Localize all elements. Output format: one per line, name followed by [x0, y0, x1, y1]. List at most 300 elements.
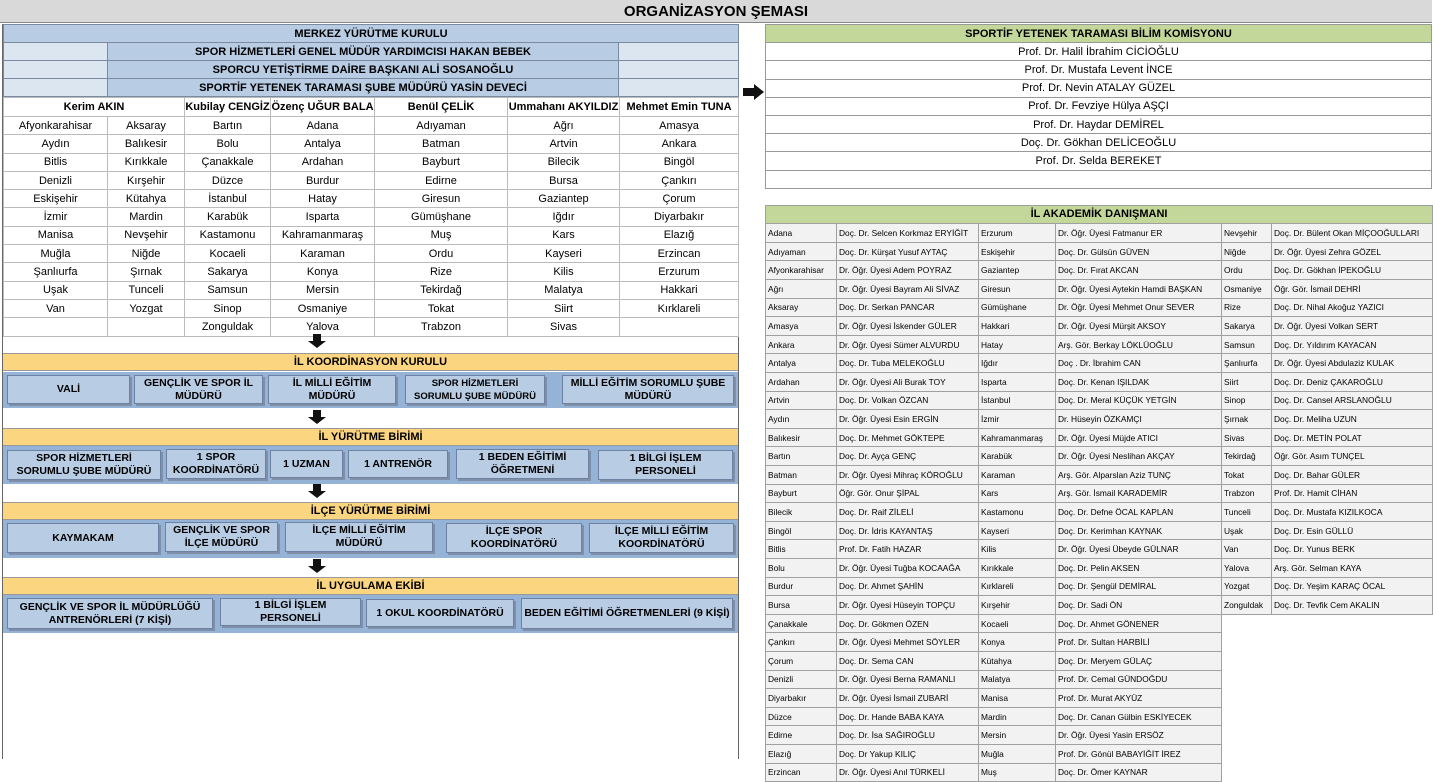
akademik-province: Kırıkkale	[979, 558, 1056, 577]
il-koordinasyon-band	[3, 372, 738, 408]
province-cell: Kilis	[508, 263, 620, 281]
akademik-advisor: Doç. Dr. Ahmet GÖNENER	[1056, 614, 1222, 633]
down-arrow-icon	[307, 484, 327, 498]
akademik-advisor: Doç. Dr. Kerimhan KAYNAK	[1056, 521, 1222, 540]
akademik-province	[1222, 689, 1272, 708]
komisyon-member: Prof. Dr. Halil İbrahim CİCİOĞLU	[766, 43, 1432, 61]
akademik-row	[766, 540, 1433, 559]
il-uygulama-box: 1 BİLGİ İŞLEM PERSONELİ	[220, 598, 361, 626]
il-yurutme-box: 1 UZMAN	[270, 450, 343, 478]
akademik-advisor: Dr. Öğr. Üyesi İsmail ZUBARİ	[837, 689, 979, 708]
akademik-row	[766, 484, 1433, 503]
akademik-province: Sivas	[1222, 428, 1272, 447]
down-arrow-icon	[307, 559, 327, 573]
akademik-province	[1222, 670, 1272, 689]
akademik-advisor: Doç. Dr. Mehmet GÖKTEPE	[837, 428, 979, 447]
komisyon-row	[766, 61, 1432, 79]
akademik-advisor: Prof. Dr. Sultan HARBİLİ	[1056, 633, 1222, 652]
coordinator-name: Kerim AKIN	[4, 98, 185, 117]
province-cell: Konya	[271, 263, 375, 281]
province-table	[3, 97, 739, 337]
akademik-advisor: Doç. Dr. Volkan ÖZCAN	[837, 391, 979, 410]
province-cell: Bingöl	[620, 153, 739, 171]
akademik-province: Mersin	[979, 726, 1056, 745]
akademik-province: Bolu	[766, 558, 837, 577]
province-row	[4, 171, 739, 189]
coordinator-name: Mehmet Emin TUNA	[620, 98, 739, 117]
akademik-province: Tunceli	[1222, 503, 1272, 522]
ilce-yurutme-box: İLÇE SPOR KOORDİNATÖRÜ	[446, 523, 582, 553]
akademik-advisor: Doç. Dr. Kenan IŞILDAK	[1056, 373, 1222, 392]
akademik-advisor: Doç. Dr. Yeşim KARAÇ ÖCAL	[1272, 577, 1433, 596]
komisyon-row	[766, 134, 1432, 152]
akademik-advisor: Doç. Dr. Ayça GENÇ	[837, 447, 979, 466]
akademik-province: Hakkari	[979, 317, 1056, 336]
akademik-advisor: Dr. Öğr. Üyesi Berna RAMANLI	[837, 670, 979, 689]
akademik-province: Samsun	[1222, 335, 1272, 354]
akademik-province: Nevşehir	[1222, 224, 1272, 243]
akademik-row	[766, 224, 1433, 243]
province-cell: Kırıkkale	[108, 153, 185, 171]
akademik-province: Karabük	[979, 447, 1056, 466]
akademik-table	[765, 205, 1433, 782]
akademik-advisor: Doç. Dr. Ömer KAYNAR	[1056, 763, 1222, 782]
akademik-province: Giresun	[979, 280, 1056, 299]
akademik-advisor	[1272, 670, 1433, 689]
komisyon-table	[765, 24, 1432, 189]
akademik-province: Kocaeli	[979, 614, 1056, 633]
akademik-row	[766, 763, 1433, 782]
akademik-province: Denizli	[766, 670, 837, 689]
akademik-advisor: Dr. Öğr. Üyesi Neslihan AKÇAY	[1056, 447, 1222, 466]
akademik-province: Kastamonu	[979, 503, 1056, 522]
akademik-advisor: Arş. Gör. Alparslan Aziz TUNÇ	[1056, 466, 1222, 485]
akademik-advisor: Doç. Dr. Şengül DEMİRAL	[1056, 577, 1222, 596]
komisyon-member: Prof. Dr. Selda BEREKET	[766, 152, 1432, 170]
akademik-advisor	[1272, 689, 1433, 708]
akademik-advisor: Öğr. Gör. Asım TUNÇEL	[1272, 447, 1433, 466]
akademik-row	[766, 577, 1433, 596]
akademik-advisor: Prof. Dr. Hamit CİHAN	[1272, 484, 1433, 503]
province-cell: Ağrı	[508, 117, 620, 135]
akademik-province: Bingöl	[766, 521, 837, 540]
akademik-province: Çankırı	[766, 633, 837, 652]
akademik-province	[1222, 614, 1272, 633]
akademik-advisor: Dr. Hüseyin ÖZKAMÇI	[1056, 410, 1222, 429]
akademik-advisor: Doç. Dr. Deniz ÇAKAROĞLU	[1272, 373, 1433, 392]
province-cell: Eskişehir	[4, 190, 108, 208]
province-cell: Mardin	[108, 208, 185, 226]
akademik-row	[766, 354, 1433, 373]
akademik-province: Niğde	[1222, 242, 1272, 261]
akademik-province: Tekirdağ	[1222, 447, 1272, 466]
akademik-row	[766, 335, 1433, 354]
akademik-row	[766, 670, 1433, 689]
akademik-advisor: Doç. Dr. Meryem GÜLAÇ	[1056, 651, 1222, 670]
akademik-advisor: Dr. Öğr. Üyesi Mihraç KÖROĞLU	[837, 466, 979, 485]
akademik-row	[766, 651, 1433, 670]
province-cell: Yalova	[271, 318, 375, 336]
akademik-row	[766, 503, 1433, 522]
province-cell: Rize	[375, 263, 508, 281]
akademik-row	[766, 744, 1433, 763]
province-cell: Kırklareli	[620, 299, 739, 317]
province-cell: Balıkesir	[108, 135, 185, 153]
akademik-province: Ordu	[1222, 261, 1272, 280]
il-uygulama-band	[3, 595, 738, 633]
komisyon-member: Prof. Dr. Fevziye Hülya AŞÇI	[766, 97, 1432, 115]
akademik-province: Bursa	[766, 596, 837, 615]
akademik-province	[1222, 651, 1272, 670]
akademik-province: Manisa	[979, 689, 1056, 708]
akademik-advisor: Dr. Öğr. Üyesi Bayram Ali SİVAZ	[837, 280, 979, 299]
akademik-row	[766, 261, 1433, 280]
akademik-province: Isparta	[979, 373, 1056, 392]
province-cell: Denizli	[4, 171, 108, 189]
il-yurutme-box: 1 BİLGİ İŞLEM PERSONELİ	[598, 450, 733, 480]
akademik-province: Erzincan	[766, 763, 837, 782]
akademik-advisor: Dr. Öğr. Üyesi Aytekin Hamdi BAŞKAN	[1056, 280, 1222, 299]
down-arrow-icon	[307, 410, 327, 424]
akademik-province: Kütahya	[979, 651, 1056, 670]
akademik-province: Şanlıurfa	[1222, 354, 1272, 373]
merkez-table	[3, 24, 739, 97]
province-row	[4, 190, 739, 208]
akademik-advisor: Doç. Dr. Nihal Akoğuz YAZICI	[1272, 298, 1433, 317]
province-cell: Niğde	[108, 245, 185, 263]
akademik-province: Çorum	[766, 651, 837, 670]
province-cell: Samsun	[185, 281, 271, 299]
il-yurutme-box: SPOR HİZMETLERİ SORUMLU ŞUBE MÜDÜRÜ	[7, 450, 161, 480]
akademik-advisor	[1272, 744, 1433, 763]
akademik-row	[766, 317, 1433, 336]
province-cell: Burdur	[271, 171, 375, 189]
province-cell: Erzincan	[620, 245, 739, 263]
akademik-advisor: Doç. Dr. Bülent Okan MİÇOOĞULLARI	[1272, 224, 1433, 243]
akademik-province: Siirt	[1222, 373, 1272, 392]
ilce-yurutme-box: GENÇLİK VE SPOR İLÇE MÜDÜRÜ	[165, 522, 278, 552]
province-cell: Iğdır	[508, 208, 620, 226]
akademik-province: Aksaray	[766, 298, 837, 317]
province-cell: Ordu	[375, 245, 508, 263]
province-cell: Adıyaman	[375, 117, 508, 135]
province-cell	[4, 318, 108, 336]
province-cell: Trabzon	[375, 318, 508, 336]
komisyon-row	[766, 152, 1432, 170]
akademik-province: Batman	[766, 466, 837, 485]
province-cell: Adana	[271, 117, 375, 135]
akademik-province: Bilecik	[766, 503, 837, 522]
province-cell: Gaziantep	[508, 190, 620, 208]
akademik-advisor: Doç. Dr. Meral KÜÇÜK YETGİN	[1056, 391, 1222, 410]
akademik-advisor: Öğr. Gör. İsmail DEHRİ	[1272, 280, 1433, 299]
akademik-province	[1222, 744, 1272, 763]
akademik-advisor: Doç . Dr. İbrahim CAN	[1056, 354, 1222, 373]
akademik-advisor: Doç. Dr. Gökhan İPEKOĞLU	[1272, 261, 1433, 280]
akademik-advisor: Dr. Öğr. Üyesi Zehra GÖZEL	[1272, 242, 1433, 261]
coordinator-name: Ummahanı AKYILDIZ	[508, 98, 620, 117]
ilce-yurutme-box: İLÇE MİLLİ EĞİTİM KOORDİNATÖRÜ	[589, 523, 734, 553]
akademik-province: Muğla	[979, 744, 1056, 763]
akademik-province: Antalya	[766, 354, 837, 373]
akademik-advisor: Dr. Öğr. Üyesi Übeyde GÜLNAR	[1056, 540, 1222, 559]
province-cell: Çorum	[620, 190, 739, 208]
akademik-province: İstanbul	[979, 391, 1056, 410]
province-cell: Sakarya	[185, 263, 271, 281]
akademik-advisor: Dr. Öğr. Üyesi Adem POYRAZ	[837, 261, 979, 280]
komisyon-row	[766, 97, 1432, 115]
province-cell: Şanlıurfa	[4, 263, 108, 281]
akademik-province: İzmir	[979, 410, 1056, 429]
akademik-advisor: Doç. Dr. Tevfik Cem AKALIN	[1272, 596, 1433, 615]
akademik-row	[766, 633, 1433, 652]
akademik-advisor	[1272, 726, 1433, 745]
komisyon-empty-row	[766, 170, 1432, 188]
province-cell: Ankara	[620, 135, 739, 153]
akademik-advisor: Arş. Gör. Berkay LÖKLÜOĞLU	[1056, 335, 1222, 354]
province-cell: Hakkari	[620, 281, 739, 299]
province-cell: Malatya	[508, 281, 620, 299]
il-uygulama-box: 1 OKUL KOORDİNATÖRÜ	[366, 599, 514, 627]
ilce-yurutme-title: İLÇE YÜRÜTME BİRİMİ	[3, 502, 738, 520]
komisyon-row	[766, 79, 1432, 97]
akademik-advisor: Doç. Dr. Esin GÜLLÜ	[1272, 521, 1433, 540]
akademik-province: Tokat	[1222, 466, 1272, 485]
akademik-province: Edirne	[766, 726, 837, 745]
akademik-row	[766, 391, 1433, 410]
akademik-province: Konya	[979, 633, 1056, 652]
province-cell: Bursa	[508, 171, 620, 189]
province-row	[4, 281, 739, 299]
akademik-row	[766, 596, 1433, 615]
province-cell: Artvin	[508, 135, 620, 153]
akademik-advisor: Doç. Dr. Hande BABA KAYA	[837, 707, 979, 726]
province-row	[4, 117, 739, 135]
province-cell: Kastamonu	[185, 226, 271, 244]
akademik-province: Uşak	[1222, 521, 1272, 540]
province-row	[4, 226, 739, 244]
akademik-advisor	[1272, 707, 1433, 726]
province-cell: Şırnak	[108, 263, 185, 281]
province-cell: Kayseri	[508, 245, 620, 263]
akademik-row	[766, 280, 1433, 299]
akademik-advisor: Arş. Gör. Selman KAYA	[1272, 558, 1433, 577]
coordinator-name: Benül ÇELİK	[375, 98, 508, 117]
akademik-province: Bitlis	[766, 540, 837, 559]
akademik-advisor: Doç. Dr. Mustafa KIZILKOCA	[1272, 503, 1433, 522]
akademik-advisor: Prof. Dr. Murat AKYÜZ	[1056, 689, 1222, 708]
akademik-province: Zonguldak	[1222, 596, 1272, 615]
province-cell: Kocaeli	[185, 245, 271, 263]
province-cell: Bilecik	[508, 153, 620, 171]
province-cell: Ardahan	[271, 153, 375, 171]
akademik-advisor: Dr. Öğr. Üyesi Yasin ERSÖZ	[1056, 726, 1222, 745]
akademik-province	[1222, 707, 1272, 726]
akademik-advisor: Doç. Dr. Defne ÖCAL KAPLAN	[1056, 503, 1222, 522]
akademik-province: Balıkesir	[766, 428, 837, 447]
province-cell: Muş	[375, 226, 508, 244]
province-cell: Muğla	[4, 245, 108, 263]
akademik-row	[766, 726, 1433, 745]
akademik-advisor: Doç. Dr. İdris KAYANTAŞ	[837, 521, 979, 540]
ilce-yurutme-box: İLÇE MİLLİ EĞİTİM MÜDÜRÜ	[285, 522, 433, 552]
province-row	[4, 299, 739, 317]
il-koordinasyon-box: İL MİLLİ EĞİTİM MÜDÜRÜ	[268, 375, 396, 404]
akademik-province: Burdur	[766, 577, 837, 596]
akademik-province: Malatya	[979, 670, 1056, 689]
akademik-advisor: Dr. Öğr. Üyesi Fatmanur ER	[1056, 224, 1222, 243]
merkez-row-3: SPORTİF YETENEK TARAMASI ŞUBE MÜDÜRÜ YASİN DEVECİ	[108, 79, 619, 97]
province-cell: Giresun	[375, 190, 508, 208]
merkez-row-2: SPORCU YETİŞTİRME DAİRE BAŞKANI ALİ SOSANOĞLU	[108, 61, 619, 79]
akademik-advisor: Dr. Öğr. Üyesi Anıl TÜRKELİ	[837, 763, 979, 782]
right-panel	[765, 24, 1432, 782]
province-cell: Kars	[508, 226, 620, 244]
akademik-row	[766, 410, 1433, 429]
akademik-province: Kahramanmaraş	[979, 428, 1056, 447]
akademik-advisor: Doç. Dr. Canan Gülbin ESKİYECEK	[1056, 707, 1222, 726]
province-cell	[620, 318, 739, 336]
akademik-advisor: Doç. Dr. Bahar GÜLER	[1272, 466, 1433, 485]
akademik-province: Sakarya	[1222, 317, 1272, 336]
akademik-advisor: Doç. Dr. Yunus BERK	[1272, 540, 1433, 559]
akademik-advisor: Dr. Öğr. Üyesi Mürşit AKSOY	[1056, 317, 1222, 336]
province-cell: Van	[4, 299, 108, 317]
down-arrow-icon	[307, 334, 327, 348]
province-cell: Bartın	[185, 117, 271, 135]
province-cell: Afyonkarahisar	[4, 117, 108, 135]
akademik-advisor: Doç. Dr. METİN POLAT	[1272, 428, 1433, 447]
akademik-row	[766, 447, 1433, 466]
akademik-province: Gaziantep	[979, 261, 1056, 280]
akademik-advisor: Doç. Dr. Kürşat Yusuf AYTAÇ	[837, 242, 979, 261]
komisyon-row	[766, 43, 1432, 61]
province-cell: Kırşehir	[108, 171, 185, 189]
il-yurutme-box: 1 ANTRENÖR	[348, 450, 448, 478]
province-cell: Sinop	[185, 299, 271, 317]
province-row	[4, 245, 739, 263]
il-koordinasyon-box: VALİ	[7, 375, 130, 404]
akademik-province: Hatay	[979, 335, 1056, 354]
akademik-province: Kilis	[979, 540, 1056, 559]
il-koordinasyon-box: MİLLİ EĞİTİM SORUMLU ŞUBE MÜDÜRÜ	[562, 375, 734, 404]
akademik-province: Mardin	[979, 707, 1056, 726]
akademik-province: Diyarbakır	[766, 689, 837, 708]
akademik-advisor: Dr. Öğr. Üyesi Hüseyin TOPÇU	[837, 596, 979, 615]
akademik-advisor: Öğr. Gör. Onur ŞİPAL	[837, 484, 979, 503]
akademik-row	[766, 373, 1433, 392]
akademik-row	[766, 689, 1433, 708]
akademik-province: Amasya	[766, 317, 837, 336]
il-yurutme-box: 1 BEDEN EĞİTİMİ ÖĞRETMENİ	[456, 449, 589, 479]
akademik-advisor: Doç. Dr. Meliha UZUN	[1272, 410, 1433, 429]
province-cell: İstanbul	[185, 190, 271, 208]
province-cell	[108, 318, 185, 336]
akademik-province: Ardahan	[766, 373, 837, 392]
province-cell: Gümüşhane	[375, 208, 508, 226]
province-cell: Nevşehir	[108, 226, 185, 244]
akademik-advisor: Doç. Dr. Ahmet ŞAHİN	[837, 577, 979, 596]
akademik-advisor: Dr. Öğr. Üyesi Esin ERGİN	[837, 410, 979, 429]
province-cell: Hatay	[271, 190, 375, 208]
merkez-title: MERKEZ YÜRÜTME KURULU	[4, 25, 739, 43]
ilce-yurutme-band	[3, 520, 738, 558]
akademik-province: Kırklareli	[979, 577, 1056, 596]
akademik-row	[766, 466, 1433, 485]
akademik-province: Ankara	[766, 335, 837, 354]
province-cell: Zonguldak	[185, 318, 271, 336]
akademik-advisor: Dr. Öğr. Üyesi Ali Burak TOY	[837, 373, 979, 392]
akademik-province: Adıyaman	[766, 242, 837, 261]
il-uygulama-box: BEDEN EĞİTİMİ ÖĞRETMENLERİ (9 KİŞİ)	[521, 598, 733, 629]
akademik-province: Gümüşhane	[979, 298, 1056, 317]
il-koordinasyon-title: İL KOORDİNASYON KURULU	[3, 353, 738, 371]
province-cell: Amasya	[620, 117, 739, 135]
akademik-advisor: Doç. Dr. Sadi ÖN	[1056, 596, 1222, 615]
akademik-advisor: Doç. Dr. Gökmen ÖZEN	[837, 614, 979, 633]
akademik-province: Kayseri	[979, 521, 1056, 540]
akademik-advisor: Dr. Öğr. Üyesi İskender GÜLER	[837, 317, 979, 336]
akademik-advisor: Dr. Öğr. Üyesi Mehmet SÖYLER	[837, 633, 979, 652]
il-yurutme-box: 1 SPOR KOORDİNATÖRÜ	[166, 449, 266, 479]
province-cell: Batman	[375, 135, 508, 153]
akademik-province: Kırşehir	[979, 596, 1056, 615]
province-row	[4, 153, 739, 171]
province-cell: Düzce	[185, 171, 271, 189]
province-cell: Tunceli	[108, 281, 185, 299]
province-cell: Bitlis	[4, 153, 108, 171]
il-yurutme-title: İL YÜRÜTME BİRİMİ	[3, 428, 738, 446]
akademik-province: Düzce	[766, 707, 837, 726]
il-koordinasyon-box: GENÇLİK VE SPOR İL MÜDÜRÜ	[134, 375, 263, 404]
akademik-province: Iğdır	[979, 354, 1056, 373]
il-koordinasyon-box: SPOR HİZMETLERİ SORUMLU ŞUBE MÜDÜRÜ	[405, 375, 545, 404]
akademik-province: Van	[1222, 540, 1272, 559]
province-cell: Kütahya	[108, 190, 185, 208]
province-cell: İzmir	[4, 208, 108, 226]
akademik-advisor: Doç. Dr. Tuba MELEKOĞLU	[837, 354, 979, 373]
akademik-advisor: Dr. Öğr. Üyesi Tuğba KOCAAĞA	[837, 558, 979, 577]
province-cell: Aksaray	[108, 117, 185, 135]
akademik-province: Muş	[979, 763, 1056, 782]
akademik-row	[766, 521, 1433, 540]
akademik-province: Çanakkale	[766, 614, 837, 633]
province-cell: Isparta	[271, 208, 375, 226]
akademik-row	[766, 707, 1433, 726]
akademik-row	[766, 242, 1433, 261]
province-cell: Antalya	[271, 135, 375, 153]
province-cell: Karabük	[185, 208, 271, 226]
akademik-province: Şırnak	[1222, 410, 1272, 429]
akademik-advisor: Dr. Öğr. Üyesi Volkan SERT	[1272, 317, 1433, 336]
akademik-row	[766, 558, 1433, 577]
akademik-province: Elazığ	[766, 744, 837, 763]
province-cell: Tekirdağ	[375, 281, 508, 299]
komisyon-member: Prof. Dr. Mustafa Levent İNCE	[766, 61, 1432, 79]
akademik-advisor: Doç. Dr. Serkan PANCAR	[837, 298, 979, 317]
province-cell: Bolu	[185, 135, 271, 153]
akademik-advisor: Arş. Gör. İsmail KARADEMİR	[1056, 484, 1222, 503]
akademik-row	[766, 614, 1433, 633]
akademik-province: Erzurum	[979, 224, 1056, 243]
akademik-advisor: Doç. Dr. Sema CAN	[837, 651, 979, 670]
akademik-province: Sinop	[1222, 391, 1272, 410]
province-cell: Sivas	[508, 318, 620, 336]
akademik-advisor: Doç. Dr. Cansel ARSLANOĞLU	[1272, 391, 1433, 410]
komisyon-member: Prof. Dr. Nevin ATALAY GÜZEL	[766, 79, 1432, 97]
akademik-advisor	[1272, 763, 1433, 782]
akademik-province: Osmaniye	[1222, 280, 1272, 299]
